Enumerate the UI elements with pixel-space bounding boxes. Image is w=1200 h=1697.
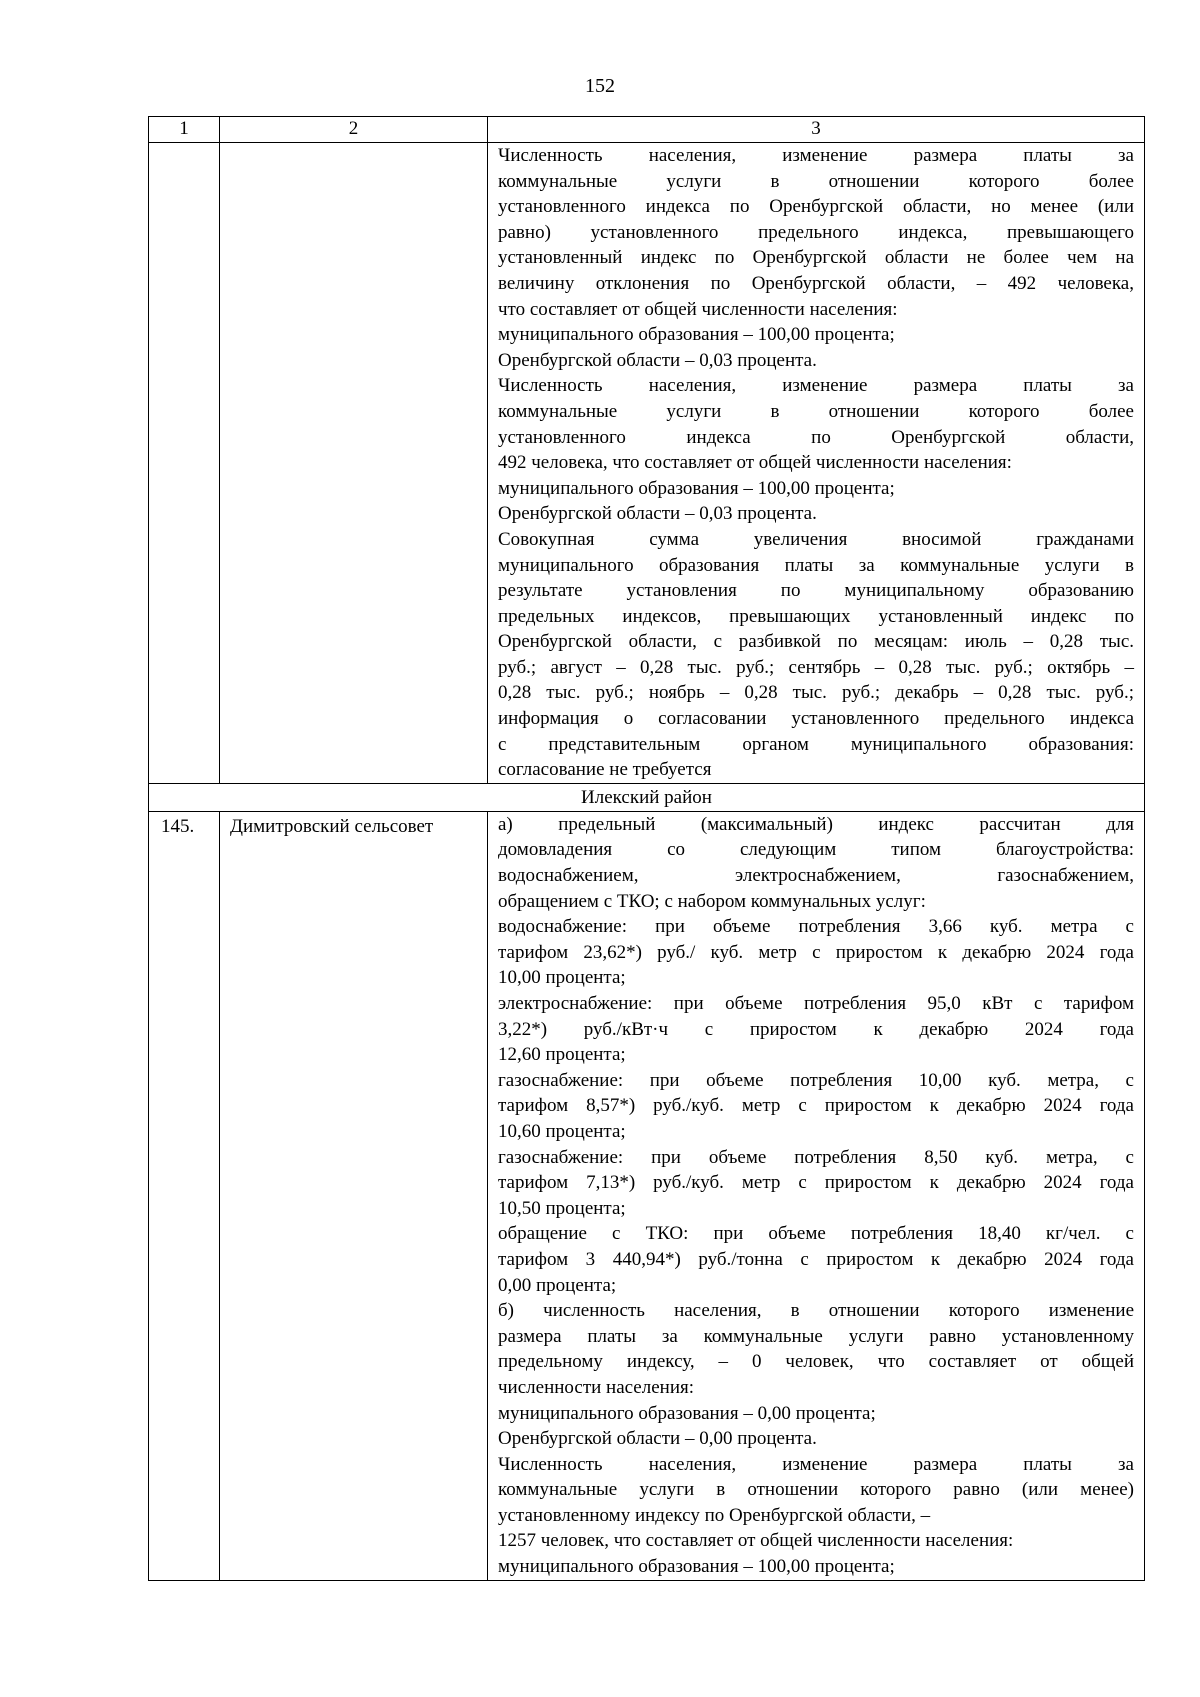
text-line: коммунальные услуги в отношении которого более [498, 400, 1134, 422]
continuation-number-cell [149, 143, 220, 784]
entry-number: 145. [149, 811, 220, 1580]
text-line: Оренбургской области – 0,00 процента. [498, 1428, 817, 1450]
text-line: 492 человека, что составляет от общей численности населения: [498, 452, 1012, 474]
text-line: 0,28 тыс. руб.; ноябрь – 0,28 тыс. руб.; декабрь – 0,28 тыс. руб.; [498, 682, 1134, 704]
text-line: что составляет от общей численности населения: [498, 298, 898, 320]
text-line: Численность населения, изменение размера платы за [498, 1453, 1134, 1475]
text-line: численности населения: [498, 1376, 695, 1398]
text-line: муниципального образования – 0,00 процента; [498, 1402, 876, 1424]
continuation-text [498, 143, 1134, 783]
entry-text-cell [488, 811, 1145, 1580]
text-line: муниципального образования – 100,00 процента; [498, 324, 895, 346]
text-line: тарифом 3 440,94*) руб./тонна с приростом к декабрю 2024 года [498, 1248, 1134, 1270]
text-line: с представительным органом муниципального образования: [498, 733, 1134, 755]
column-number-3: 3 [488, 117, 1145, 143]
text-line: руб.; август – 0,28 тыс. руб.; сентябрь – 0,28 тыс. руб.; октябрь – [498, 656, 1134, 678]
entry-text [498, 812, 1134, 1580]
entry-name: Димитровский сельсовет [220, 811, 488, 1580]
district-row [149, 783, 1145, 811]
text-line: обращением с ТКО; с набором коммунальных услуг: [498, 890, 926, 912]
text-line: установленного индекса по Оренбургской области, но менее (или [498, 196, 1134, 218]
text-line: установленного индекса по Оренбургской области, [498, 426, 1134, 448]
text-line: 3,22*) руб./кВт·ч с приростом к декабрю 2024 года [498, 1018, 1134, 1040]
text-line: водоснабжение: при объеме потребления 3,66 куб. метра с [498, 916, 1134, 938]
text-line: тарифом 7,13*) руб./куб. метр с приростом к декабрю 2024 года [498, 1172, 1134, 1194]
continuation-text-cell [488, 143, 1145, 784]
text-line: равно) установленного предельного индекса, превышающего [498, 221, 1134, 243]
text-line: газоснабжение: при объеме потребления 10,00 куб. метра, с [498, 1069, 1134, 1091]
text-line: а) предельный (максимальный) индекс рассчитан для [498, 813, 1134, 835]
text-line: газоснабжение: при объеме потребления 8,50 куб. метра, с [498, 1146, 1134, 1168]
text-line: Оренбургской области – 0,03 процента. [498, 349, 817, 371]
text-line: коммунальные услуги в отношении которого равно (или менее) [498, 1479, 1134, 1501]
text-line: 12,60 процента; [498, 1044, 626, 1066]
text-line: домовладения со следующим типом благоустройства: [498, 839, 1134, 861]
index-table [148, 116, 1145, 1581]
text-line: 0,00 процента; [498, 1274, 617, 1296]
text-line: Совокупная сумма увеличения вносимой гражданами [498, 528, 1134, 550]
text-line: 10,50 процента; [498, 1197, 626, 1219]
text-line: результате установления по муниципальному образованию [498, 580, 1134, 602]
text-line: 10,00 процента; [498, 967, 626, 989]
entry-row [149, 811, 1145, 1580]
text-line: Численность населения, изменение размера платы за [498, 145, 1134, 166]
column-number-1: 1 [149, 117, 220, 143]
column-number-2: 2 [220, 117, 488, 143]
text-line: Оренбургской области, с разбивкой по месяцам: июль – 0,28 тыс. [498, 631, 1134, 653]
text-line: обращение с ТКО: при объеме потребления 18,40 кг/чел. с [498, 1223, 1134, 1245]
column-number-row [149, 117, 1145, 143]
text-line: тарифом 23,62*) руб./ куб. метр с приростом к декабрю 2024 года [498, 941, 1134, 963]
text-line: Оренбургской области – 0,03 процента. [498, 503, 817, 525]
text-line: информация о согласовании установленного предельного индекса [498, 708, 1134, 730]
text-line: установленному индексу по Оренбургской области, – [498, 1504, 931, 1526]
text-line: тарифом 8,57*) руб./куб. метр с приростом к декабрю 2024 года [498, 1095, 1134, 1117]
page-number: 152 [585, 75, 615, 97]
text-line: муниципального образования – 100,00 процента; [498, 477, 895, 499]
continuation-name-cell [220, 143, 488, 784]
text-line: б) численность населения, в отношении которого изменение [498, 1300, 1134, 1322]
text-line: муниципального образования – 100,00 процента; [498, 1556, 895, 1578]
text-line: муниципального образования платы за коммунальные услуги в [498, 554, 1134, 576]
text-line: коммунальные услуги в отношении которого более [498, 170, 1134, 192]
text-line: электроснабжение: при объеме потребления 95,0 кВт с тарифом [498, 993, 1134, 1014]
text-line: водоснабжением, электроснабжением, газоснабжением, [498, 865, 1134, 887]
text-line: 1257 человек, что составляет от общей численности населения: [498, 1530, 1014, 1552]
text-line: предельному индексу, – 0 человек, что составляет от общей [498, 1351, 1134, 1373]
text-line: величину отклонения по Оренбургской области, – 492 человека, [498, 272, 1134, 294]
text-line: размера платы за коммунальные услуги равно установленному [498, 1325, 1134, 1347]
text-line: 10,60 процента; [498, 1120, 626, 1142]
district-heading: Илекский район [149, 783, 1145, 811]
text-line: согласование не требуется [498, 759, 712, 781]
text-line: установленный индекс по Оренбургской области не более чем на [498, 247, 1134, 269]
continuation-row [149, 143, 1145, 784]
text-line: Численность населения, изменение размера платы за [498, 375, 1134, 397]
text-line: предельных индексов, превышающих установленный индекс по [498, 605, 1134, 627]
